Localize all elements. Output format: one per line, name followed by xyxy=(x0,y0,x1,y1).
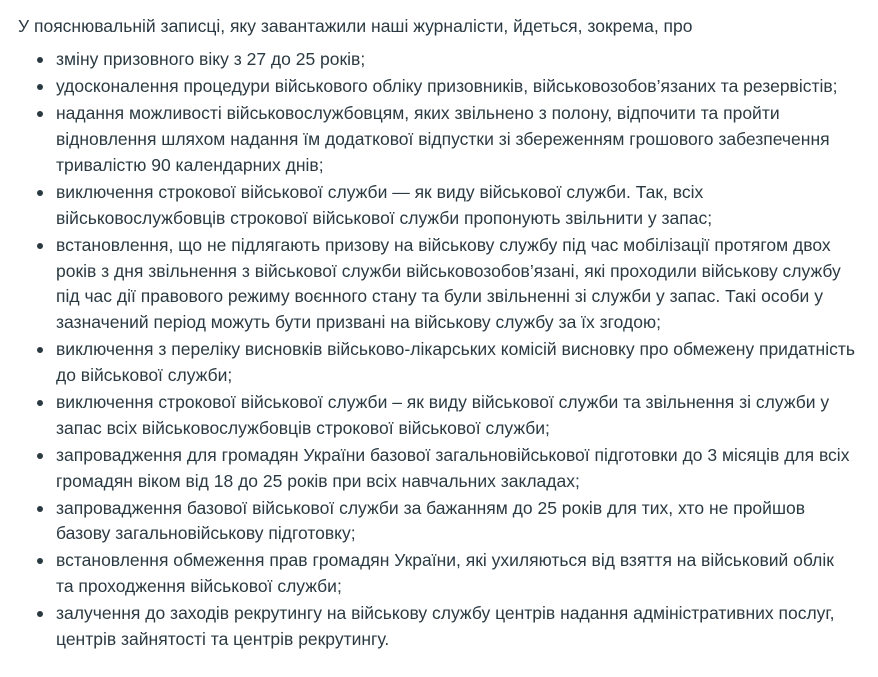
list-item: запровадження для громадян України базової загальновійськової підготовки до 3 місяців для всіх громадян віком від 18 до 25 років при всіх навчальних закладах; xyxy=(30,443,856,495)
bullet-list xyxy=(18,47,856,652)
list-item: виключення строкової військової служби — як виду військової служби. Так, всіх військовослужбовців строкової військової служби пропонують звільнити у запас; xyxy=(30,180,856,232)
list-item: встановлення обмеження прав громадян України, які ухиляються від взяття на військовий облік та проходження військової служби; xyxy=(30,548,856,600)
list-item: встановлення, що не підлягають призову на військову службу під час мобілізації протягом двох років з дня звільнення з військової служби військовозобов’язані, які проходили військову службу під час дії правового режиму воєнного стану та були звільненні зі служби у запас. Такі особи у зазначений період можуть бути призвані на військову службу за їх згодою; xyxy=(30,233,856,337)
list-item: зміну призовного віку з 27 до 25 років; xyxy=(30,47,856,73)
list-item: виключення з переліку висновків військово-лікарських комісій висновку про обмежену придатність до військової служби; xyxy=(30,337,856,389)
list-item: виключення строкової військової служби – як виду військової служби та звільнення зі служби у запас всіх військовослужбовців строкової військової служби; xyxy=(30,390,856,442)
list-item: удосконалення процедури військового обліку призовників, військовозобов’язаних та резервістів; xyxy=(30,74,856,100)
list-item: запровадження базової військової служби за бажанням до 25 років для тих, хто не пройшов базову загальновійськову підготовку; xyxy=(30,496,856,548)
intro-paragraph: У пояснювальній записці, яку завантажили наші журналісти, йдеться, зокрема, про xyxy=(18,16,693,36)
list-item: залучення до заходів рекрутингу на військову службу центрів надання адміністративних послуг, центрів зайнятості та центрів рекрутингу. xyxy=(30,601,856,653)
list-item: надання можливості військовослужбовцям, яких звільнено з полону, відпочити та пройти відновлення шляхом надання їм додаткової відпустки зі збереженням грошового забезпечення тривалістю 90 календарних днів; xyxy=(30,101,856,179)
